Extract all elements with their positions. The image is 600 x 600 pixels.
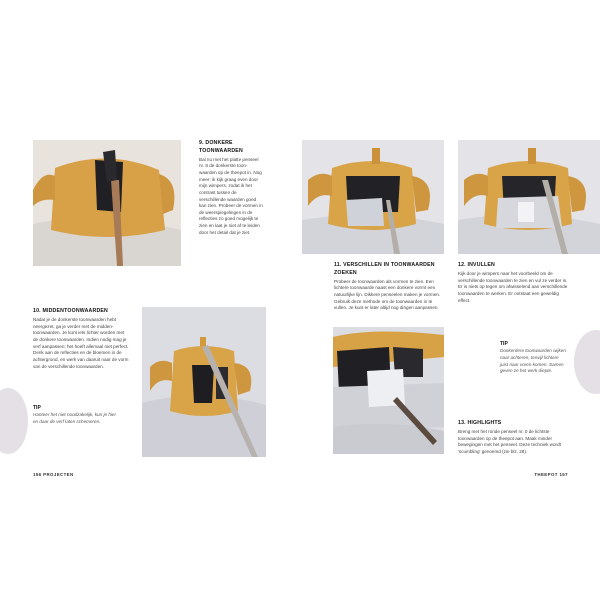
step-12 [458, 262, 570, 304]
decorative-circle-right [574, 330, 600, 394]
step-13-body: Breng met het ronde penseel nr. 0 de lichtste toonwaarden op de theepot aan. Maak minder bewegingen met het penseel. Deze techniek wordt 'scumbling' genoemd (zie blz. 28). [458, 429, 561, 454]
step-10-title: 10. MIDDENTOONWAARDEN [33, 308, 109, 314]
photo-step-13 [333, 327, 444, 454]
step-9-title: 9. DONKERE TOONWAARDEN [199, 140, 243, 154]
step-11-title: 11. VERSCHILLEN IN TOONWAARDEN ZOEKEN [334, 262, 435, 276]
photo-step-12 [458, 140, 600, 254]
step-12-title: 12. INVULLEN [458, 262, 495, 268]
photo-step-10 [142, 307, 266, 457]
tip-left-body: Hanteer het niet noodzakelijk, kun je hier en daar de verf laten schemeren. [33, 412, 116, 424]
photo-step-9 [33, 140, 181, 266]
folio-right: THEEPOT 157 [534, 472, 568, 477]
step-10 [33, 308, 129, 370]
tip-left [33, 405, 117, 426]
tip-right-body: Donkerdere toonwaarden wijken naar achteren, terwijl lichtere juist naar voren komen. Samen geven ze het werk diepte. [500, 348, 566, 374]
step-9 [199, 140, 263, 236]
folio-left: 156 PROJECTEN [33, 472, 74, 477]
step-13-title: 13. HIGHLIGHTS [458, 420, 502, 426]
step-11-body: Probeer de toonwaarden als vormen te zien. Een lichtere toonwaarde naast een donkere vormt een natuurlijke lijn. Dikkere penseelen maken je vormen. Gebruik deze methode om de toonwaarden in te vullen. Je kunt er later altijd nog dingen aanpassen. [334, 278, 441, 311]
tip-left-label: TIP [33, 405, 41, 411]
decorative-circle-left [0, 388, 28, 454]
step-11 [334, 262, 444, 312]
tip-right [500, 341, 568, 375]
step-12-body: Kijk door je wimpers naar het voorbeeld om de verschillende toonwaarden te zien en vul ze verder in. Er is niets op tegen om afwisselend aan verschillende toonwaarden te werken. Er ontstaat een geweldig effect. [458, 271, 568, 303]
tip-right-label: TIP [500, 341, 508, 347]
step-13 [458, 420, 570, 456]
step-9-body: Bal nu met het platte penseel nr. 8 de donkerste toon-waarden op de theepot in. Nog meer: ik kijk graag even door mijn wimpers, zodat ik het contrast tussen de verschillende waarden goed kan zien. Probeer de vormen in de weerspiegelingen in de reflecties zo goed mogelijk te zien en laat je niet af te leiden door het detail dat je ziet. [199, 156, 263, 235]
step-10-body: Nadat je de donkerste toonwaarden hebt neergezet, ga je verder met de midden-toonwaarden. Je kunt iets lichter worden met de donkere toonwaarden. Indien nodig mag je verf aanpassen; het hoeft allemaal niet perfect. Denk aan de reflecties en de bloemen in de achtergrond, en werk van daaruit naar de vorm van de verschillende toonwaarden. [33, 317, 129, 369]
photo-step-11 [302, 140, 444, 254]
